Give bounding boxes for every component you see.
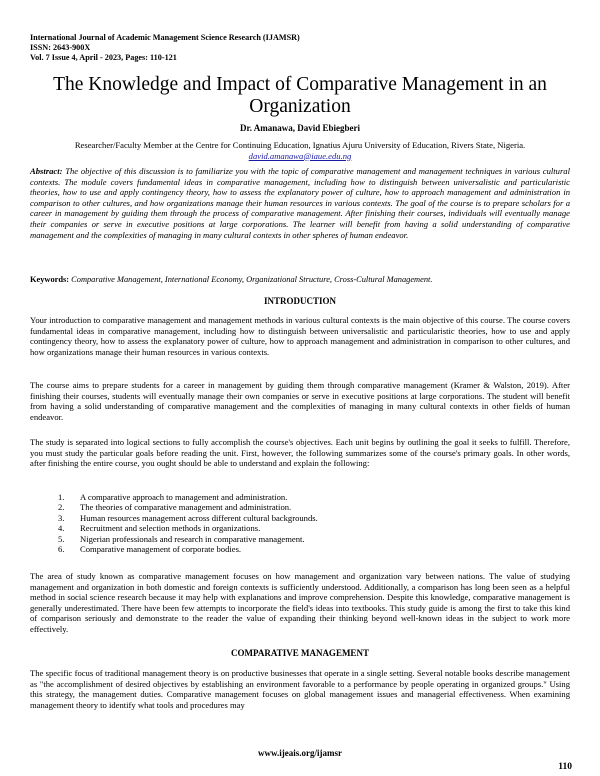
keywords-label: Keywords: [30, 275, 70, 284]
journal-issn: ISSN: 2643-900X [30, 42, 91, 52]
list-item-text: A comparative approach to management and administration. [80, 492, 288, 502]
list-item-text: Nigerian professionals and research in comparative management. [80, 533, 305, 544]
intro-paragraph-1: Your introduction to comparative management and management methods in various cultural contexts is the main objective of this course. The course covers fundamental ideas in comparative management, including how to distinguish between universalistic and particularistic theories, how to use and apply contingency theory, how to assess the explanatory power of culture, how to approach management and administration in comparison to other cultures, and how organizations manage their human resources in various contexts. [30, 315, 570, 357]
keywords-text: Comparative Management, International Economy, Organizational Structure, Cross-Cultural Management. [71, 275, 433, 284]
list-item-number: 1. [58, 492, 65, 502]
journal-name: International Journal of Academic Management Science Research (IJAMSR) [30, 33, 300, 42]
list-item-text: Human resources management across different cultural backgrounds. [80, 512, 318, 523]
list-item-number: 4. [58, 523, 65, 534]
intro-paragraph-4: The area of study known as comparative management focuses on how management and organization vary between nations. The value of studying management and organization in both domestic and foreign contexts is sufficiently understood. Additionally, a comparison has long been seen as a helpful method in social science research because it may help with explanations and improve comprehension. Despite this knowledge, comparative management is generally underestimated. There have been few attempts to incorporate the field's ideas into textbooks. This study guide is among the first to take this kind of comparison seriously and demonstrate to the reader the value of expanding their thinking beyond well-known ideas in the subject to work more effectively. [30, 571, 570, 634]
intro-paragraph-3: The study is separated into logical sections to fully accomplish the course's objectives. Each unit begins by outlining the goal it seeks to fulfill. Therefore, you must study the particular goals before reading the unit. First, however, the following summarizes some of the course's primary goals. In other words, after finishing the entire course, you ought should be able to understand and explain the following: [30, 437, 570, 469]
list-item-text: The theories of comparative management and administration. [80, 502, 292, 513]
comparative-management-heading: COMPARATIVE MANAGEMENT [231, 648, 369, 658]
paper-title: The Knowledge and Impact of Comparative Management in an Organization [53, 74, 547, 117]
list-item [58, 534, 558, 544]
introduction-heading: INTRODUCTION [263, 296, 336, 306]
list-item [58, 502, 558, 512]
list-item [58, 513, 558, 523]
list-item-number: 3. [58, 512, 65, 523]
author-email-link[interactable]: david.amanawa@iaue.edu.ng [248, 150, 352, 161]
abstract [30, 166, 570, 240]
footer-website: www.ijeais.org/ijamsr [258, 748, 342, 758]
list-item [58, 523, 558, 533]
comparative-paragraph-1: The specific focus of traditional management theory is on productive businesses that operate in a single setting. Several notable books describe management as "the accomplishment of desired objectives by establishing an environment favorable to a performance by people operating in organized groups." Using this strategy, the management duties. Comparative management focuses on global management issues and managerial effectiveness. When examining management theory to identify what tools and procedures may [30, 668, 570, 710]
affiliation-text: Researcher/Faculty Member at the Centre for Continuing Education, Ignatius Ajuru University of Education, Rivers State, Nigeria. [74, 140, 526, 150]
abstract-text: The objective of this discussion is to familiarize you with the topic of comparative management and management techniques in various cultural contexts. The module covers fundamental ideas in comparative management, including how to distinguish between universalistic and particularistic theories, how to use and apply contingency theory, how to assess the explanatory power of culture, how to approach management and administration in comparison to other cultures, and how organizations manage their human resources in various contexts. The goal of the course is to prepare scholars for a career in management by guiding them through the process of comparative management. After finishing their courses, individuals will eventually manage their companies or serve in executive positions at large corporations. The learner will benefit from having a solid understanding of comparative management and the complexities of managing in many cultural contexts in other spheres of human endeavor. [30, 166, 570, 240]
author-affiliation [30, 140, 570, 161]
page-number: 110 [558, 762, 572, 772]
list-item-number: 5. [58, 533, 65, 544]
list-item-text: Comparative management of corporate bodies. [80, 544, 242, 555]
keywords [30, 275, 570, 286]
list-item-number: 2. [58, 502, 65, 513]
list-item [58, 544, 558, 554]
intro-paragraph-2: The course aims to prepare students for a career in management by guiding them through comparative management (Kramer & Walston, 2019). After finishing their courses, students will eventually manage their own companies or serve in executive positions at large corporations. The student will benefit from having a solid understanding of comparative management and the complexities of managing in many cultural contexts in other fields of human endeavor. [30, 380, 570, 422]
journal-volume: Vol. 7 Issue 4, April - 2023, Pages: 110-121 [30, 52, 177, 62]
list-item-text: Recruitment and selection methods in organizations. [80, 523, 261, 534]
list-item-number: 6. [58, 544, 65, 555]
journal-header [30, 33, 300, 62]
course-goals-list [58, 492, 558, 554]
paper-authors: Dr. Amanawa, David Ebiegberi [240, 123, 360, 133]
list-item [58, 492, 558, 502]
abstract-label: Abstract: [30, 166, 63, 176]
